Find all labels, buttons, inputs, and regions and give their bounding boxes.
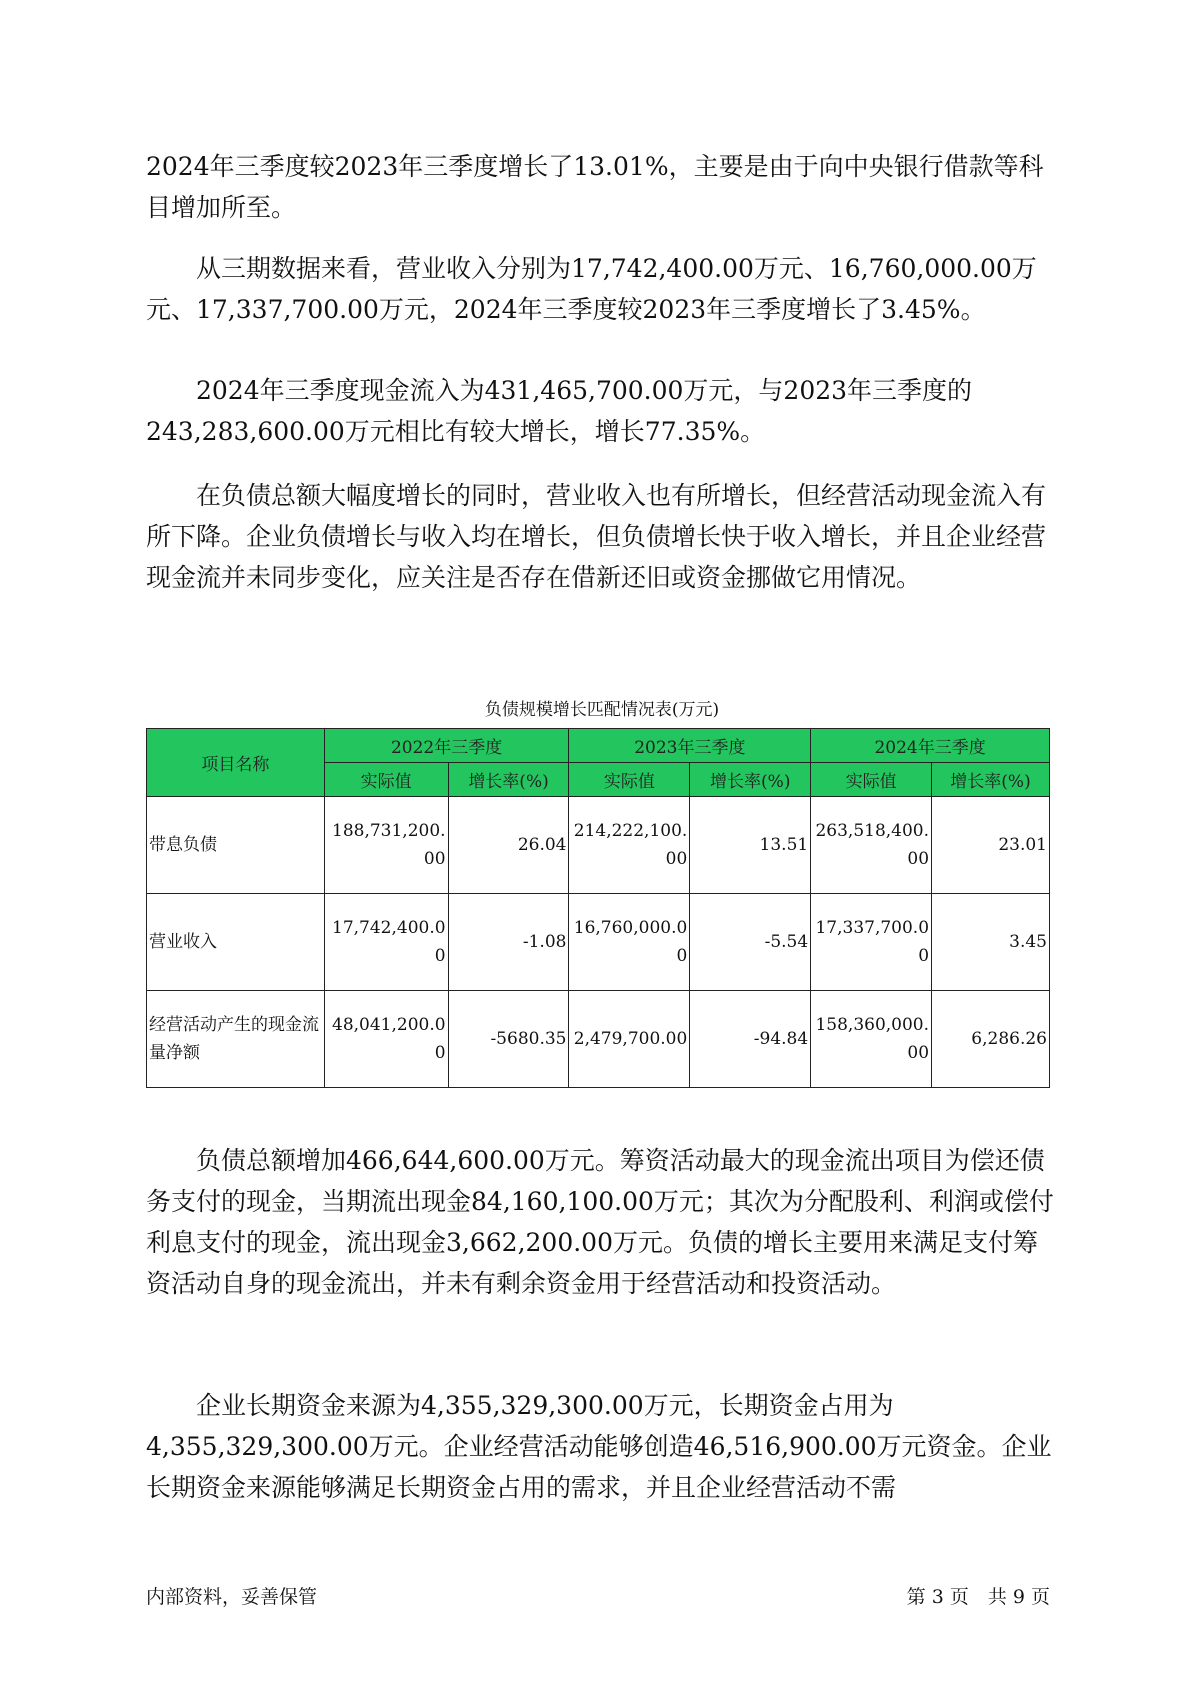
header-actual: 实际值 bbox=[324, 763, 448, 797]
cell-rate: -5.54 bbox=[690, 894, 811, 991]
cell-rate: 6,286.26 bbox=[932, 991, 1050, 1088]
table-row bbox=[147, 894, 1050, 991]
paragraph-3: 2024年三季度现金流入为431,465,700.00万元，与2023年三季度的243,283,600.00万元相比有较大增长，增长77.35%。 bbox=[146, 376, 973, 446]
cell-rate: -94.84 bbox=[690, 991, 811, 1088]
paragraph-1: 2024年三季度较2023年三季度增长了13.01%，主要是由于向中央银行借款等科目增加所至。 bbox=[146, 152, 1044, 222]
cell-actual: 17,742,400.00 bbox=[324, 894, 448, 991]
cell-rate: -1.08 bbox=[448, 894, 569, 991]
header-period-2024: 2024年三季度 bbox=[811, 729, 1050, 763]
cell-rate: 23.01 bbox=[932, 797, 1050, 894]
paragraph-5: 负债总额增加466,644,600.00万元。筹资活动最大的现金流出项目为偿还债务支付的现金，当期流出现金84,160,100.00万元；其次为分配股利、利润或偿付利息支付的现金，流出现金3,662,200.00万元。负债的增长主要用来满足支付筹资活动自身的现金流出，并未有剩余资金用于经营活动和投资活动。 bbox=[146, 1146, 1054, 1298]
header-period-2023: 2023年三季度 bbox=[569, 729, 811, 763]
header-period-2022: 2022年三季度 bbox=[324, 729, 569, 763]
row-label: 带息负债 bbox=[147, 797, 325, 894]
cell-actual: 188,731,200.00 bbox=[324, 797, 448, 894]
header-actual: 实际值 bbox=[569, 763, 690, 797]
header-rate: 增长率(%) bbox=[690, 763, 811, 797]
paragraph-2: 从三期数据来看，营业收入分别为17,742,400.00万元、16,760,000.00万元、17,337,700.00万元，2024年三季度较2023年三季度增长了3.45%。 bbox=[146, 254, 1037, 324]
cell-actual: 263,518,400.00 bbox=[811, 797, 932, 894]
table-header-row bbox=[147, 729, 1050, 763]
cell-actual: 158,360,000.00 bbox=[811, 991, 932, 1088]
table-row bbox=[147, 991, 1050, 1088]
cell-rate: 26.04 bbox=[448, 797, 569, 894]
paragraph-4: 在负债总额大幅度增长的同时，营业收入也有所增长，但经营活动现金流入有所下降。企业负债增长与收入均在增长，但负债增长快于收入增长，并且企业经营现金流并未同步变化，应关注是否存在借新还旧或资金挪做它用情况。 bbox=[146, 481, 1047, 592]
cell-actual: 48,041,200.00 bbox=[324, 991, 448, 1088]
cell-actual: 17,337,700.00 bbox=[811, 894, 932, 991]
row-label: 经营活动产生的现金流量净额 bbox=[147, 991, 325, 1088]
row-label: 营业收入 bbox=[147, 894, 325, 991]
footer-confidential-note: 内部资料，妥善保管 bbox=[146, 1586, 318, 1608]
table-row bbox=[147, 797, 1050, 894]
footer-page-number: 第 3 页 共 9 页 bbox=[906, 1586, 1050, 1608]
cell-rate: 13.51 bbox=[690, 797, 811, 894]
cell-rate: 3.45 bbox=[932, 894, 1050, 991]
header-item-name: 项目名称 bbox=[147, 729, 325, 797]
cell-rate: -5680.35 bbox=[448, 991, 569, 1088]
header-rate: 增长率(%) bbox=[448, 763, 569, 797]
paragraph-6: 企业长期资金来源为4,355,329,300.00万元，长期资金占用为4,355,329,300.00万元。企业经营活动能够创造46,516,900.00万元资金。企业长期资金来源能够满足长期资金占用的需求，并且企业经营活动不需 bbox=[146, 1391, 1052, 1502]
header-actual: 实际值 bbox=[811, 763, 932, 797]
table-caption: 负债规模增长匹配情况表(万元) bbox=[484, 700, 720, 720]
header-rate: 增长率(%) bbox=[932, 763, 1050, 797]
cell-actual: 2,479,700.00 bbox=[569, 991, 690, 1088]
cell-actual: 214,222,100.00 bbox=[569, 797, 690, 894]
cell-actual: 16,760,000.00 bbox=[569, 894, 690, 991]
debt-growth-table bbox=[146, 728, 1050, 1088]
